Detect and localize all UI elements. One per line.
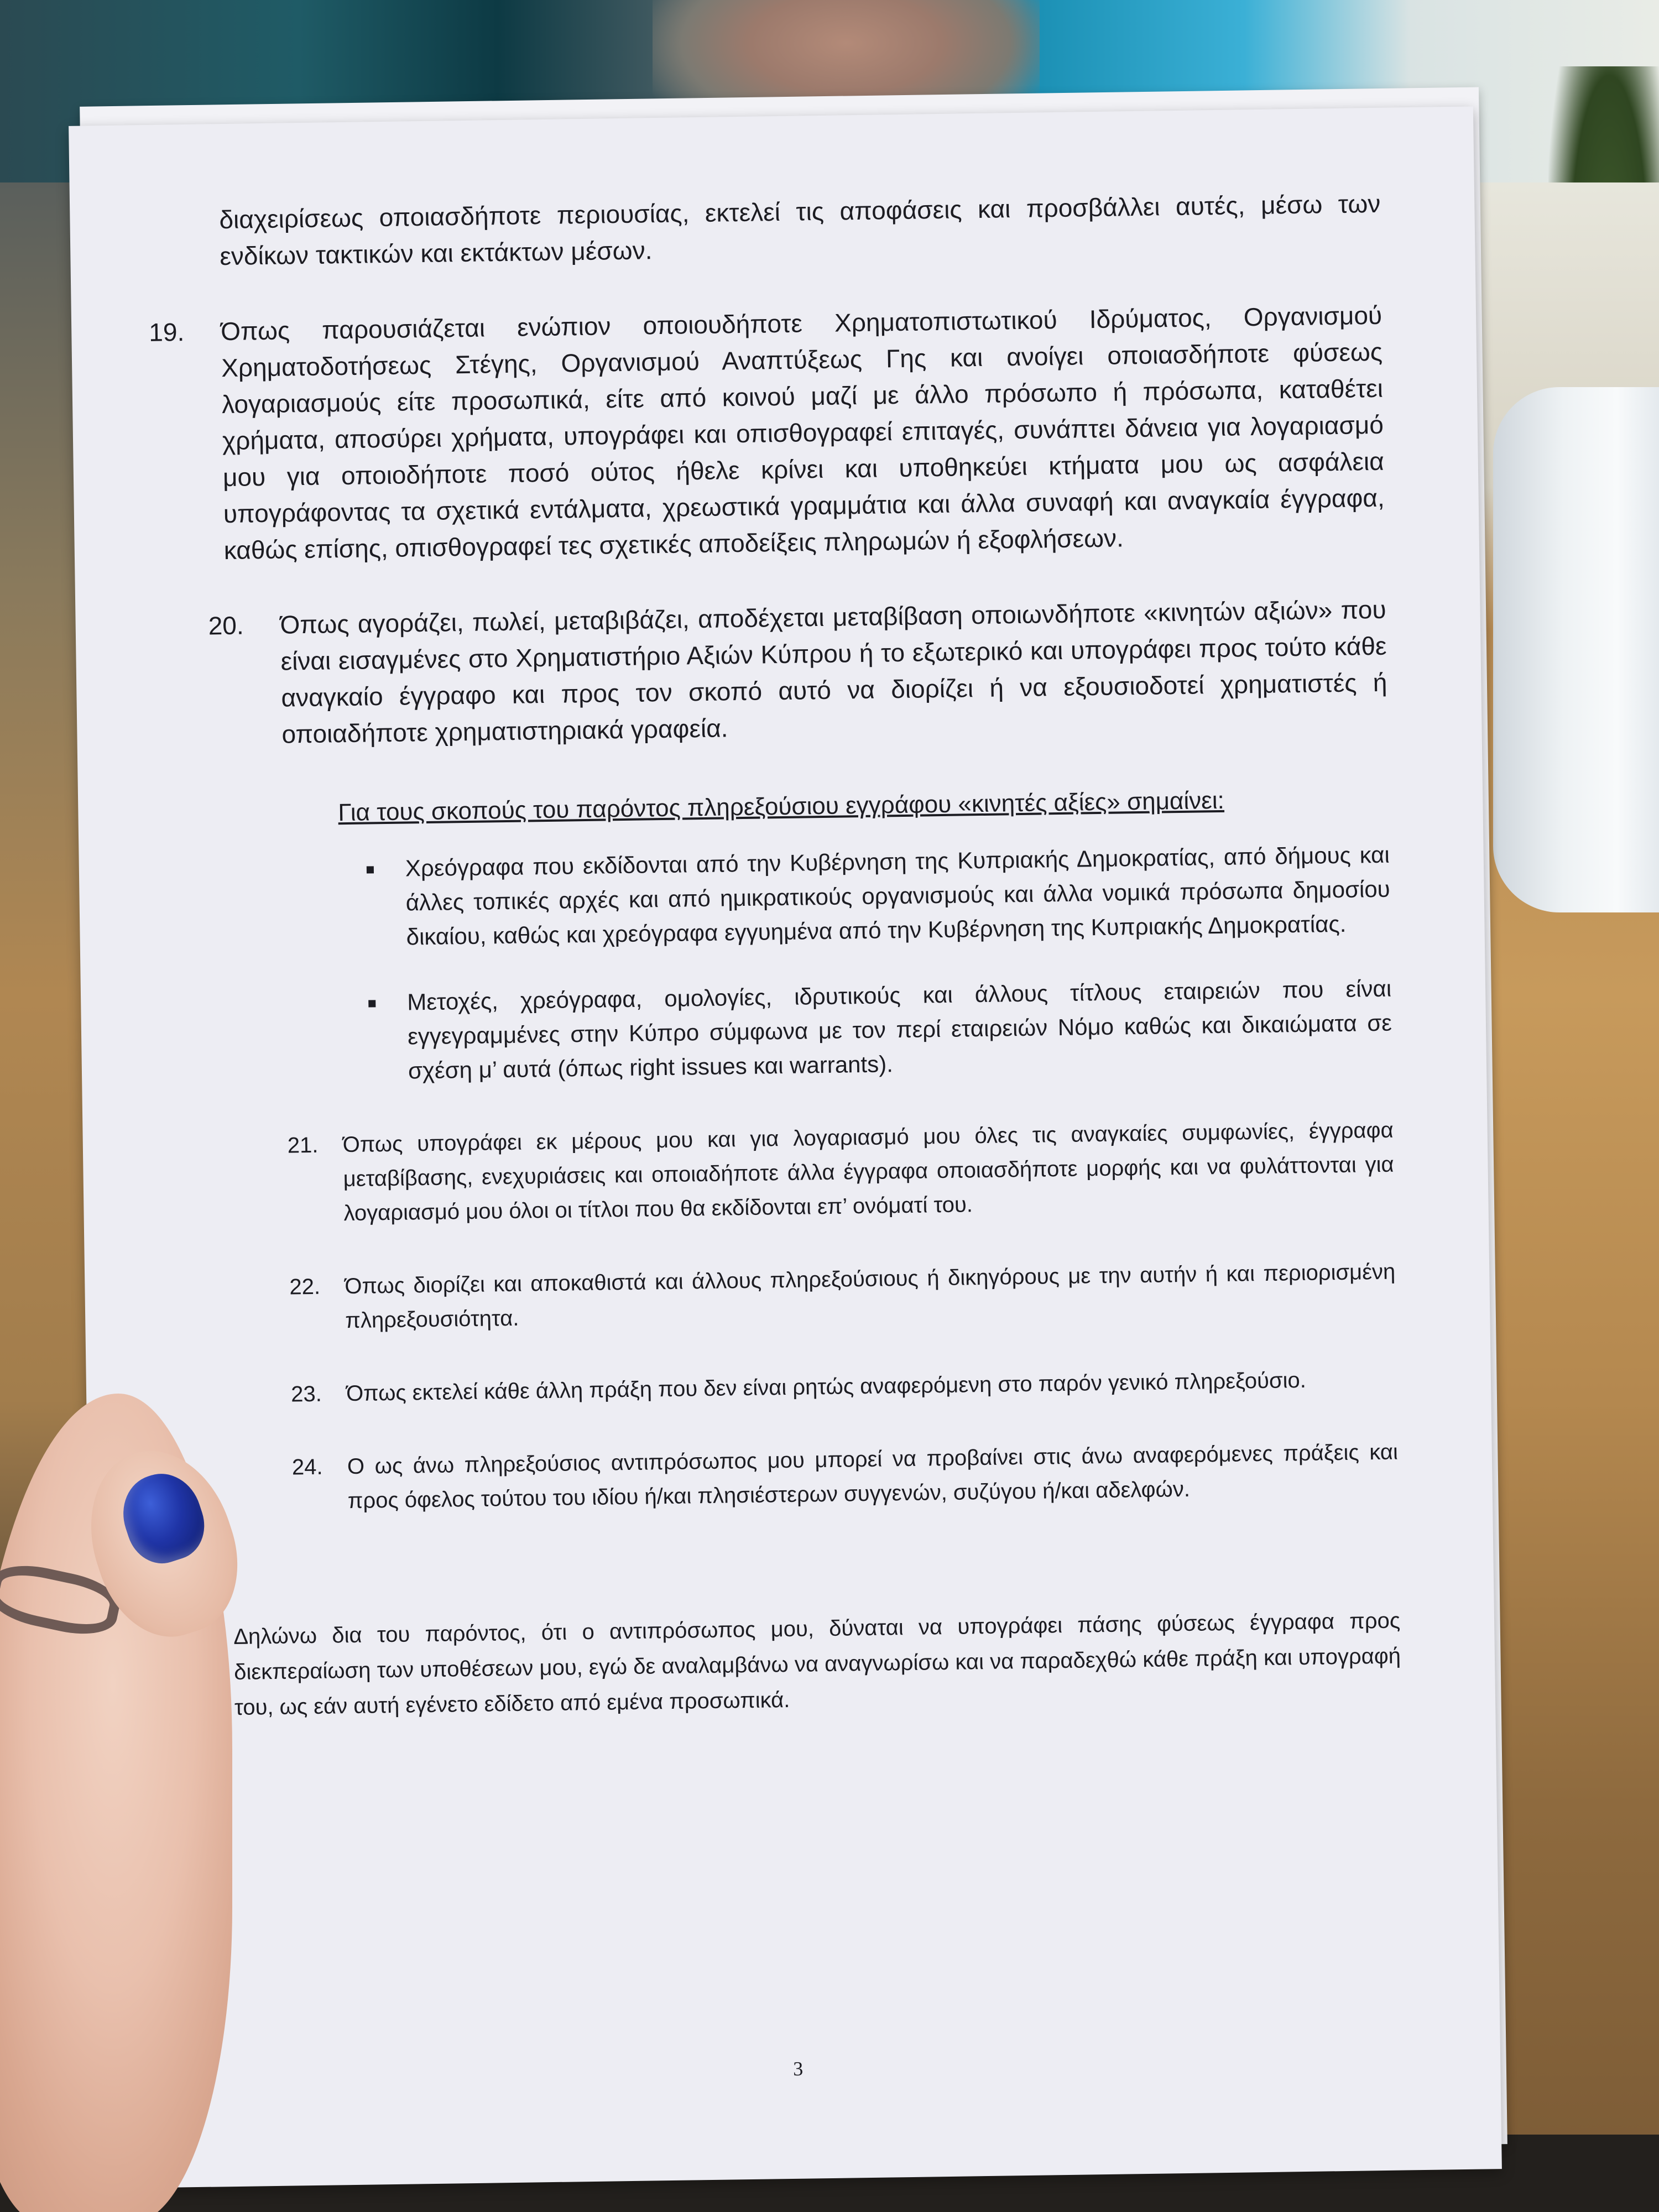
- document-content: [147, 185, 1401, 1726]
- clause-text: Όπως εκτελεί κάθε άλλη πράξη που δεν είναι ρητώς αναφερόμενη στο παρόν γενικό πληρεξούσιο.: [346, 1368, 1307, 1406]
- list-item: Μετοχές, χρεόγραφα, ομολογίες, ιδρυτικούς και άλλους τίτλους εταιρειών που είναι εγγεγραμμένες στην Κύπρο σύμφωνα με τον περί εταιρειών Νόμο καθώς και δικαιώματα σε σχέση μ’ αυτά (όπως right issues και warrants).: [368, 972, 1392, 1089]
- clause-22: [289, 1255, 1396, 1339]
- clause-text: Όπως υπογράφει εκ μέρους μου και για λογαριασμό μου όλες τις αναγκαίες συμφωνίες, έγγραφα μεταβίβασης, ενεχυριάσεις και οποιαδήποτε άλλα έγγραφα οποιασδήποτε μορφής και να φυλάττονται για λογαριασμό μου όλοι οι τίτλοι που θα εκδίδονται επ’ ονόματί του.: [342, 1118, 1394, 1226]
- clause-number: 19.: [148, 317, 185, 347]
- clause-20: [208, 591, 1387, 754]
- clause-number: 21.: [287, 1133, 319, 1158]
- clause-19: [149, 297, 1385, 570]
- background-paper-roll: [1493, 387, 1659, 912]
- page-number: 3: [792, 2057, 804, 2080]
- clause-number: 23.: [290, 1381, 322, 1407]
- clause-text: Όπως αγοράζει, πωλεί, μεταβιβάζει, αποδέχεται μεταβίβαση οποιωνδήποτε «κινητών αξιών» που είναι εισαγμένες στο Χρηματιστήριο Αξιών Κύπρου ή το εξωτερικό και υπογράφει προς τούτο κάθε αναγκαίο έγγραφο και προς τον σκοπό αυτό να διορίζει ή να εξουσιοδοτεί χρηματιστές ή οποιαδήποτε χρηματιστηριακά γραφεία.: [280, 594, 1387, 749]
- list-item: Χρεόγραφα που εκδίδονται από την Κυβέρνηση της Κυπριακής Δημοκρατίας, από δήμους και άλλες τοπικές αρχές και από ημικρατικούς οργανισμούς και άλλα νομικά πρόσωπα δημοσίου δικαίου, καθώς και χρεόγραφα εγγυημένα από την Κυβέρνηση της Κυπριακής Δημοκρατίας.: [366, 838, 1390, 955]
- clause-number: 24.: [291, 1454, 323, 1480]
- clause-24: [292, 1435, 1399, 1519]
- clause-23: [291, 1362, 1397, 1412]
- declaration-paragraph: Δηλώνω δια του παρόντος, ότι ο αντιπρόσωπος μου, δύναται να υπογράφει πάσης φύσεως έγγραφα προς διεκπεραίωση των υποθέσεων μου, εγώ δε αναλαμβάνω να αναγνωρίσω και να παραδεχθώ κάθε πράξη και υπογραφή του, ως εάν αυτή εγένετο εδίδετο από εμένα προσωπικά.: [233, 1608, 1401, 1720]
- clause-text: Όπως παρουσιάζεται ενώπιον οποιουδήποτε Χρηματοπιστωτικού Ιδρύματος, Οργανισμού Χρηματοδοτήσεως Στέγης, Οργανισμού Αναπτύξεως Γης και ανοίγει οποιασδήποτε φύσεως λογαριασμούς είτε προσωπικά, είτε από κοινού μαζί με άλλο πρόσωπο ή πρόσωπα, καταθέτει χρήματα, αποσύρει χρήματα, υπογράφει και οπισθογραφεί επιταγές, συνάπτει δάνεια για λογαριασμό μου για οποιοδήποτε ποσό ούτος ήθελε κρίνει και υποθηκεύει κτήματα μου ως ασφάλεια υπογράφοντας τα σχετικά εντάλματα, χρεωστικά γραμμάτια και άλλα συναφή και αναγκαία έγγραφα, καθώς επίσης, οπισθογραφεί τες σχετικές αποδείξεις πληρωμών ή εξοφλήσεων.: [220, 300, 1385, 565]
- clause-text: Όπως διορίζει και αποκαθιστά και άλλους πληρεξούσιους ή δικηγόρους με την αυτήν ή και περιορισμένη πληρεξουσιότητα.: [345, 1259, 1396, 1333]
- clause-number: 22.: [289, 1274, 321, 1300]
- clause-number: 20.: [208, 611, 244, 640]
- securities-definition-heading: Για τους σκοπούς του παρόντος πληρεξούσιου εγγράφου «κινητές αξίες» σημαίνει:: [338, 786, 1225, 827]
- intro-paragraph: διαχειρίσεως οποιασδήποτε περιουσίας, εκτελεί τις αποφάσεις και προσβάλλει αυτές, μέσω των ενδίκων τακτικών και εκτάκτων μέσων.: [219, 189, 1381, 271]
- document-page: [69, 106, 1502, 2188]
- clause-text: Ο ως άνω πληρεξούσιος αντιπρόσωπος μου μπορεί να προβαίνει στις άνω αναφερόμενες πράξεις και προς όφελος τούτου του ιδίου ή/και πλησιέστερων συγγενών, συζύγου ή/και αδελφών.: [347, 1439, 1399, 1514]
- securities-definition-list: [366, 838, 1392, 1089]
- clause-21: [287, 1113, 1394, 1232]
